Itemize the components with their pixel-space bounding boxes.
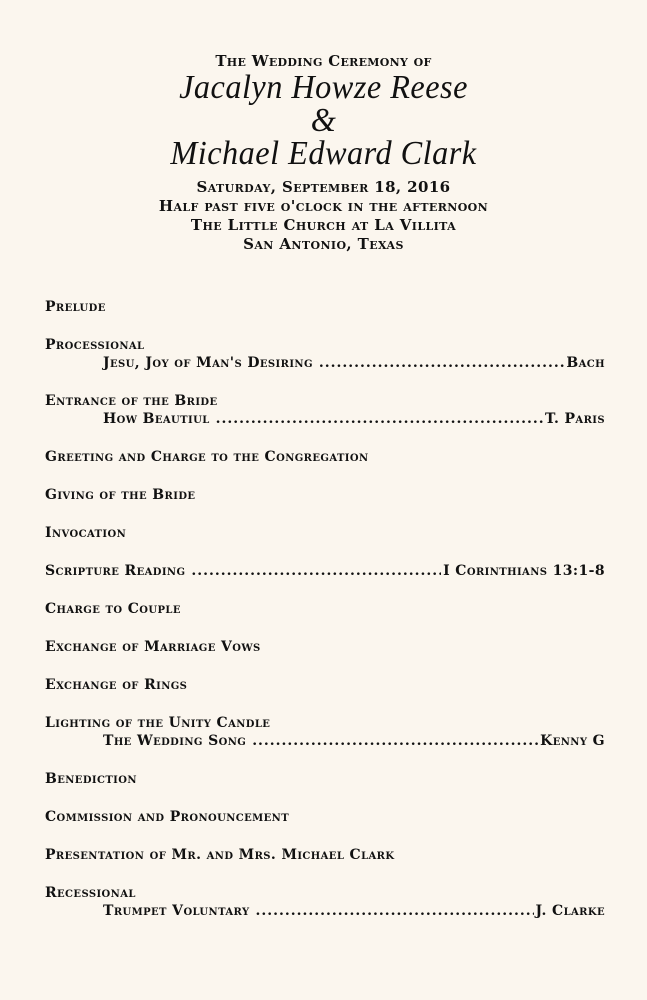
ceremony-title: The Wedding Ceremony of (215, 52, 432, 70)
dot-leader (191, 562, 441, 580)
program-item-title: Invocation (45, 525, 127, 541)
program-item (45, 486, 605, 504)
program-item (45, 298, 605, 316)
program-subitem (45, 732, 605, 750)
ceremony-location: San Antonio, Texas (243, 235, 404, 253)
composer: Bach (566, 355, 605, 371)
composer: J. Clarke (535, 903, 605, 919)
program-item-title: Exchange of Rings (45, 677, 188, 693)
program-item-title: Presentation of Mr. and Mrs. Michael Clark (45, 847, 395, 863)
program-item (45, 524, 605, 542)
program-header (0, 52, 647, 254)
program-item (45, 448, 605, 466)
composer: Kenny G (540, 733, 605, 749)
program-list (45, 298, 605, 920)
program-item (45, 676, 605, 694)
program-item-title: Processional (45, 337, 145, 353)
program-item-title: Exchange of Marriage Vows (45, 639, 261, 655)
dot-leader (319, 354, 565, 372)
program-item-title: Greeting and Charge to the Congregation (45, 449, 369, 465)
program-subitem (45, 354, 605, 372)
program-item-detail: I Corinthians 13:1-8 (443, 563, 605, 579)
program-item (45, 336, 605, 372)
bride-name: Jacalyn Howze Reese (179, 69, 468, 106)
program-item-title: Recessional (45, 885, 136, 901)
musical-piece: Trumpet Voluntary (103, 903, 250, 919)
program-item-title: Commission and Pronouncement (45, 809, 290, 825)
musical-piece: The Wedding Song (103, 733, 247, 749)
program-item-title: Benediction (45, 771, 137, 787)
program-item (45, 392, 605, 428)
musical-piece: Jesu, Joy of Man's Desiring (103, 355, 313, 371)
program-item-title: Scripture Reading (45, 563, 186, 579)
program-subitem (45, 902, 605, 920)
program-subitem (45, 410, 605, 428)
program-item (45, 808, 605, 826)
program-item (45, 770, 605, 788)
program-item (45, 638, 605, 656)
dot-leader (252, 732, 538, 750)
program-item (45, 884, 605, 920)
program-item-title: Giving of the Bride (45, 487, 196, 503)
ceremony-time: Half past five o'clock in the afternoon (158, 197, 489, 215)
ampersand: & (310, 102, 337, 139)
program-item-title: Entrance of the Bride (45, 393, 218, 409)
program-item (45, 846, 605, 864)
groom-name: Michael Edward Clark (170, 135, 477, 172)
musical-piece: How Beautiul (103, 411, 210, 427)
program-item-title: Lighting of the Unity Candle (45, 715, 271, 731)
program-item (45, 714, 605, 750)
ceremony-venue: The Little Church at La Villita (190, 216, 457, 234)
program-item-title: Charge to Couple (45, 601, 181, 617)
program-item (45, 600, 605, 618)
program-row (45, 562, 605, 580)
program-item-title: Prelude (45, 299, 106, 315)
dot-leader (216, 410, 543, 428)
composer: T. Paris (544, 411, 605, 427)
dot-leader (256, 902, 534, 920)
program-item (45, 562, 605, 580)
ceremony-date: Saturday, September 18, 2016 (196, 178, 451, 196)
